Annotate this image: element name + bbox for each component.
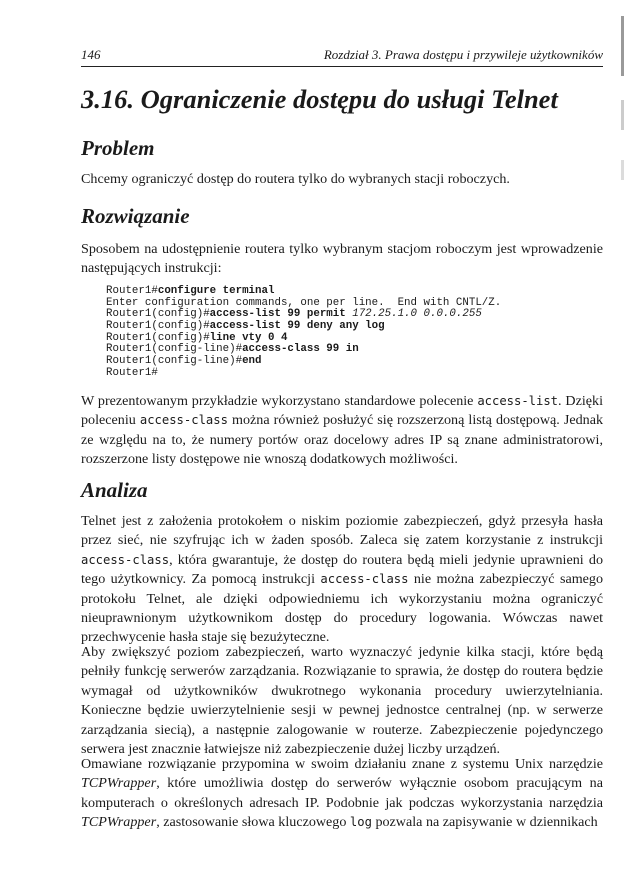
code-block bbox=[106, 286, 586, 380]
header-rule bbox=[81, 66, 603, 67]
code-line: Router1#configure terminal bbox=[106, 285, 275, 297]
analysis-paragraph-2: Aby zwiększyć poziom zabezpieczeń, warto wyznaczyć jedynie kilka stacji, które będą pełniły funkcję serwerów zarządzania. Rozwiązanie to sprawia, że dostęp do routera będzie wymagał od użytkowników dwukrotnego wykonania procedury uwierzytelniania. Konieczne będzie uwierzytelnienie sesji w pewnej jednostce centralnej (np. w serwerze zarządzania siecią), a następnie zalogowanie w routerze. Zabezpieczenie pojedynczego serwera jest znacznie łatwiejsze niż zabezpieczenie dużej liczby urządzeń. bbox=[81, 644, 603, 758]
inline-code: access-class bbox=[81, 552, 170, 567]
emphasis: TCPWrapper bbox=[81, 814, 157, 831]
emphasis: TCPWrapper bbox=[81, 775, 157, 792]
code-line: Router1# bbox=[106, 366, 158, 379]
running-header bbox=[81, 47, 603, 63]
problem-text: Chcemy ograniczyć dostęp do routera tylko do wybranych stacji roboczych. bbox=[81, 171, 510, 187]
inline-code: access-class bbox=[139, 413, 228, 428]
code-line: Router1(config-line)#access-class 99 in bbox=[106, 343, 359, 356]
solution-heading: Rozwiązanie bbox=[81, 204, 190, 228]
chapter-title: 3.16. Ograniczenie dostępu do usługi Telnet bbox=[81, 84, 558, 114]
inline-code: access-list bbox=[477, 394, 559, 408]
solution-intro: Sposobem na udostępnienie routera tylko wybranym stacjom roboczym jest wprowadzenie następujących instrukcji: bbox=[81, 241, 603, 277]
solution-explanation: W prezentowanym przykładzie wykorzystano standardowe polecenie access-list. Dzięki poleceniu access-class można również posłużyć się rozszerzoną listą dostępową. Jednak ze względu na to, że numery portów oraz docelowy adres IP są znane administratorowi, rozszerzone listy dostępowe nie wnoszą dodatkowych możliwości. bbox=[81, 393, 603, 468]
analysis-paragraph-3: Omawiane rozwiązanie przypomina w swoim działaniu znane z systemu Unix narzędzie TCPWrapper, które umożliwia dostęp do serwerów wyłącznie osobom pracującym na komputerach o określonych adresach IP. Podobnie jak podczas wykorzystania narzędzia TCPWrapper, zastosowanie słowa kluczowego log pozwala na zapisywanie w dziennikach bbox=[81, 756, 603, 831]
inline-code: log bbox=[349, 815, 372, 830]
inline-code: access-class bbox=[320, 572, 409, 587]
page-number: 146 bbox=[81, 47, 101, 62]
scan-margin-mark bbox=[621, 160, 624, 180]
running-title: Rozdział 3. Prawa dostępu i przywileje użytkowników bbox=[323, 47, 603, 62]
code-line: Router1(config)#access-list 99 permit 172.25.1.0 0.0.0.255 bbox=[106, 308, 482, 321]
scan-margin-mark bbox=[621, 100, 624, 130]
code-line: Router1(config)#line vty 0 4 bbox=[106, 331, 288, 344]
scan-margin-mark bbox=[621, 16, 624, 76]
problem-heading: Problem bbox=[81, 136, 155, 160]
code-line: Router1(config-line)#end bbox=[106, 355, 262, 368]
code-line: Enter configuration commands, one per line. End with CNTL/Z. bbox=[106, 296, 502, 309]
analysis-heading: Analiza bbox=[81, 478, 148, 502]
code-line: Router1(config)#access-list 99 deny any log bbox=[106, 320, 385, 333]
analysis-paragraph-1: Telnet jest z założenia protokołem o niskim poziomie zabezpieczeń, gdyż przesyła hasła przez sieć, nie szyfrując ich w żaden sposób. Zaleca się zatem korzystanie z instrukcji access-class, która gwarantuje, że dostęp do routera będą mieli jedynie uprawnieni do tego użytkownicy. Za pomocą instrukcji access-class nie można zabezpieczyć samego protokołu Telnet, ale dzięki odpowiedniemu ich wykorzystaniu można ograniczyć nieuprawnionym użytkownikom dostęp do procedury logowania. Wówczas nawet przechwycenie hasła staje się bezużyteczne. bbox=[81, 513, 604, 646]
